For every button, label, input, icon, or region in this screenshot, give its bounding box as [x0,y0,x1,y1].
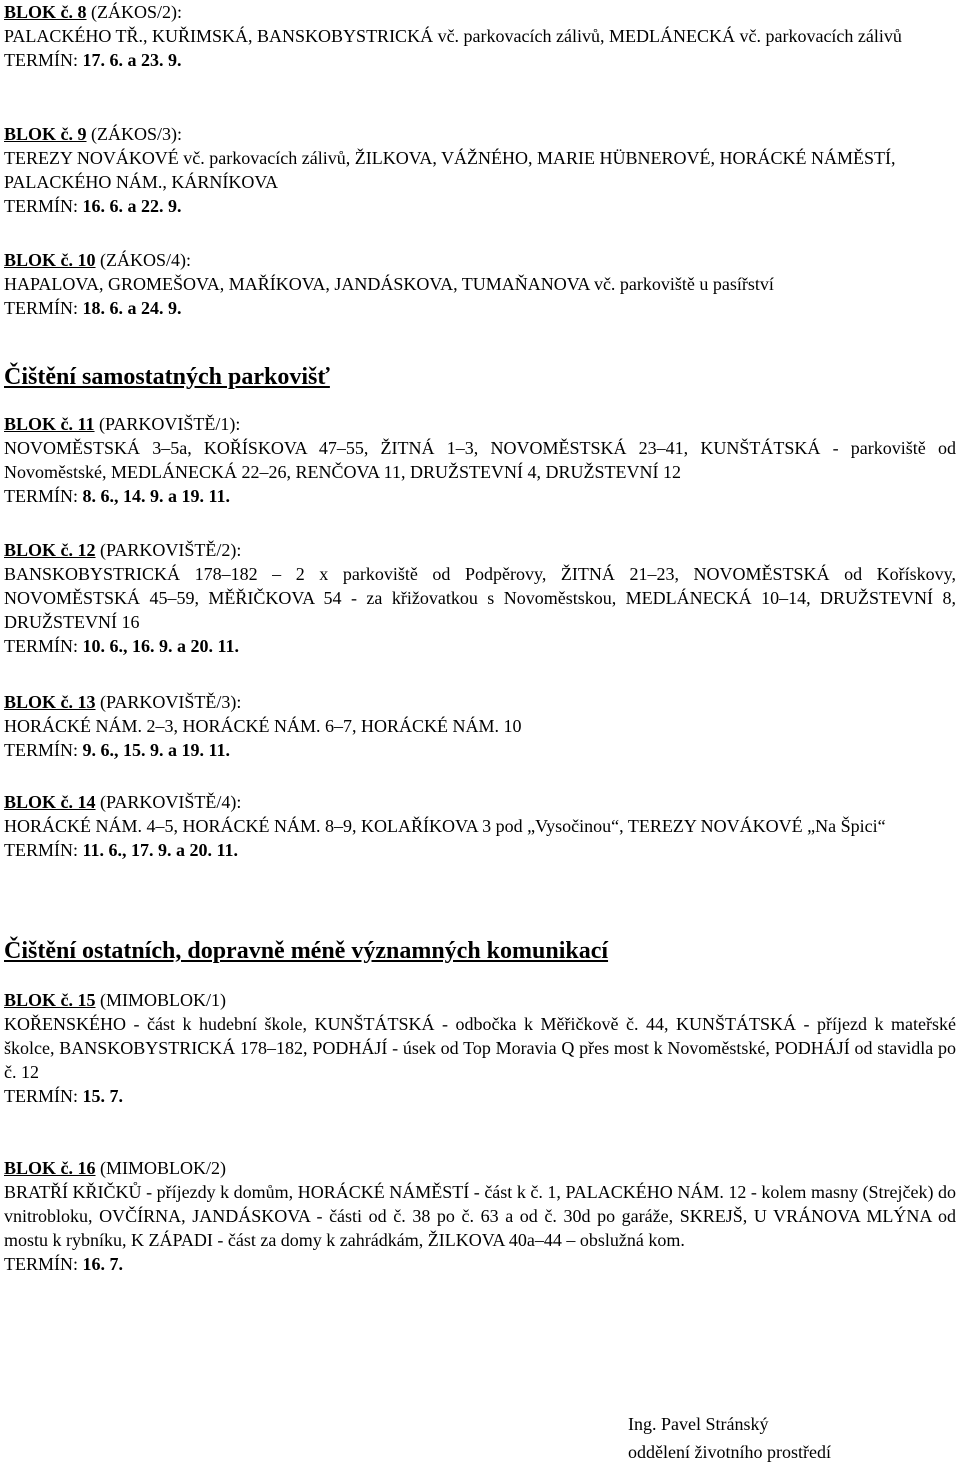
term-value: 17. 6. a 23. 9. [82,50,182,70]
term-label: TERMÍN: [4,486,78,506]
term-label: TERMÍN: [4,740,78,760]
block-16 [4,1156,956,1276]
block-title: BLOK č. 12 [4,540,96,560]
block-11 [4,412,956,508]
block-subtitle: (ZÁKOS/4): [95,250,192,270]
block-subtitle: (MIMOBLOK/1) [95,990,227,1010]
block-subtitle: (ZÁKOS/2): [86,2,183,22]
block-9 [4,122,956,218]
block-title: BLOK č. 8 [4,2,87,22]
term-value: 9. 6., 15. 9. a 19. 11. [82,740,231,760]
block-subtitle: (PARKOVIŠTĚ/4): [95,792,242,812]
block-streets: HORÁCKÉ NÁM. 2–3, HORÁCKÉ NÁM. 6–7, HORÁCKÉ NÁM. 10 [4,716,522,736]
block-13 [4,690,522,762]
term-label: TERMÍN: [4,196,78,216]
term-value: 10. 6., 16. 9. a 20. 11. [82,636,240,656]
block-streets: NOVOMĚSTSKÁ 3–5a, KOŘÍSKOVA 47–55, ŽITNÁ 1–3, NOVOMĚSTSKÁ 23–41, KUNŠTÁTSKÁ - parkoviště od Novoměstské, MEDLÁNECKÁ 22–26, RENČOVA 11, DRUŽSTEVNÍ 4, DRUŽSTEVNÍ 12 [4,438,956,482]
term-value: 11. 6., 17. 9. a 20. 11. [82,840,239,860]
term-value: 18. 6. a 24. 9. [82,298,182,318]
block-title: BLOK č. 13 [4,692,96,712]
term-value: 16. 6. a 22. 9. [82,196,182,216]
block-10 [4,248,774,320]
term-label: TERMÍN: [4,840,78,860]
block-12 [4,538,956,658]
block-streets: HORÁCKÉ NÁM. 4–5, HORÁCKÉ NÁM. 8–9, KOLAŘÍKOVA 3 pod „Vysočinou“, TEREZY NOVÁKOVÉ „Na Špici“ [4,816,886,836]
block-title: BLOK č. 16 [4,1158,96,1178]
block-streets: PALACKÉHO TŘ., KUŘIMSKÁ, BANSKOBYSTRICKÁ vč. parkovacích zálivů, MEDLÁNECKÁ vč. parkovacích zálivů [4,26,902,46]
section-heading-other: Čištění ostatních, dopravně méně významných komunikací [4,938,609,964]
block-subtitle: (PARKOVIŠTĚ/3): [95,692,242,712]
block-streets: BANSKOBYSTRICKÁ 178–182 – 2 x parkoviště od Podpěrovy, ŽITNÁ 21–23, NOVOMĚSTSKÁ od Kořískovy, NOVOMĚSTSKÁ 45–59, MĚŘIČKOVA 54 - za křižovatkou s Novoměstskou, MEDLÁNECKÁ 10–14, DRUŽSTEVNÍ 8, DRUŽSTEVNÍ 16 [4,564,956,632]
term-value: 8. 6., 14. 9. a 19. 11. [82,486,231,506]
block-subtitle: (ZÁKOS/3): [86,124,183,144]
block-15 [4,988,956,1108]
block-streets: HAPALOVA, GROMEŠOVA, MAŘÍKOVA, JANDÁSKOVA, TUMAŇANOVA vč. parkoviště u pasířství [4,274,774,294]
term-value: 16. 7. [82,1254,123,1274]
block-title: BLOK č. 14 [4,792,96,812]
signature-name: Ing. Pavel Stránský [628,1414,769,1434]
signature [628,1410,831,1466]
block-streets: BRATŘÍ KŘIČKŮ - příjezdy k domům, HORÁCKÉ NÁMĚSTÍ - část k č. 1, PALACKÉHO NÁM. 12 - kolem masny (Strejček) do vnitrobloku, OVČÍRNA, JANDÁSKOVA - části od č. 38 po č. 63 a od č. 30d po garáže, SKREJŠ, U VRÁNOVA MLÝNA od mostu k rybníku, K ZÁPADI - část za domy k zahrádkám, ŽILKOVA 40a–44 – obslužná kom. [4,1182,956,1250]
block-subtitle: (PARKOVIŠTĚ/1): [94,414,241,434]
block-streets: KOŘENSKÉHO - část k hudební škole, KUNŠTÁTSKÁ - odbočka k Měřičkově č. 44, KUNŠTÁTSKÁ - příjezd k mateřské školce, BANSKOBYSTRICKÁ 178–182, PODHÁJÍ - úsek od Top Moravia Q přes most k Novoměstské, PODHÁJÍ od stavidla po č. 12 [4,1014,956,1082]
term-label: TERMÍN: [4,298,78,318]
block-streets: TEREZY NOVÁKOVÉ vč. parkovacích zálivů, ŽILKOVA, VÁŽNÉHO, MARIE HÜBNEROVÉ, HORÁCKÉ NÁMĚSTÍ, PALACKÉHO NÁM., KÁRNÍKOVA [4,148,896,192]
block-subtitle: (MIMOBLOK/2) [95,1158,227,1178]
signature-department: oddělení životního prostředí [628,1442,831,1462]
section-heading-parking: Čištění samostatných parkovišť [4,364,330,390]
block-subtitle: (PARKOVIŠTĚ/2): [95,540,242,560]
block-14 [4,790,956,862]
term-value: 15. 7. [82,1086,123,1106]
term-label: TERMÍN: [4,50,78,70]
term-label: TERMÍN: [4,1254,78,1274]
block-title: BLOK č. 11 [4,414,95,434]
block-title: BLOK č. 10 [4,250,96,270]
block-title: BLOK č. 15 [4,990,96,1010]
term-label: TERMÍN: [4,636,78,656]
block-8 [4,0,902,72]
block-title: BLOK č. 9 [4,124,87,144]
term-label: TERMÍN: [4,1086,78,1106]
